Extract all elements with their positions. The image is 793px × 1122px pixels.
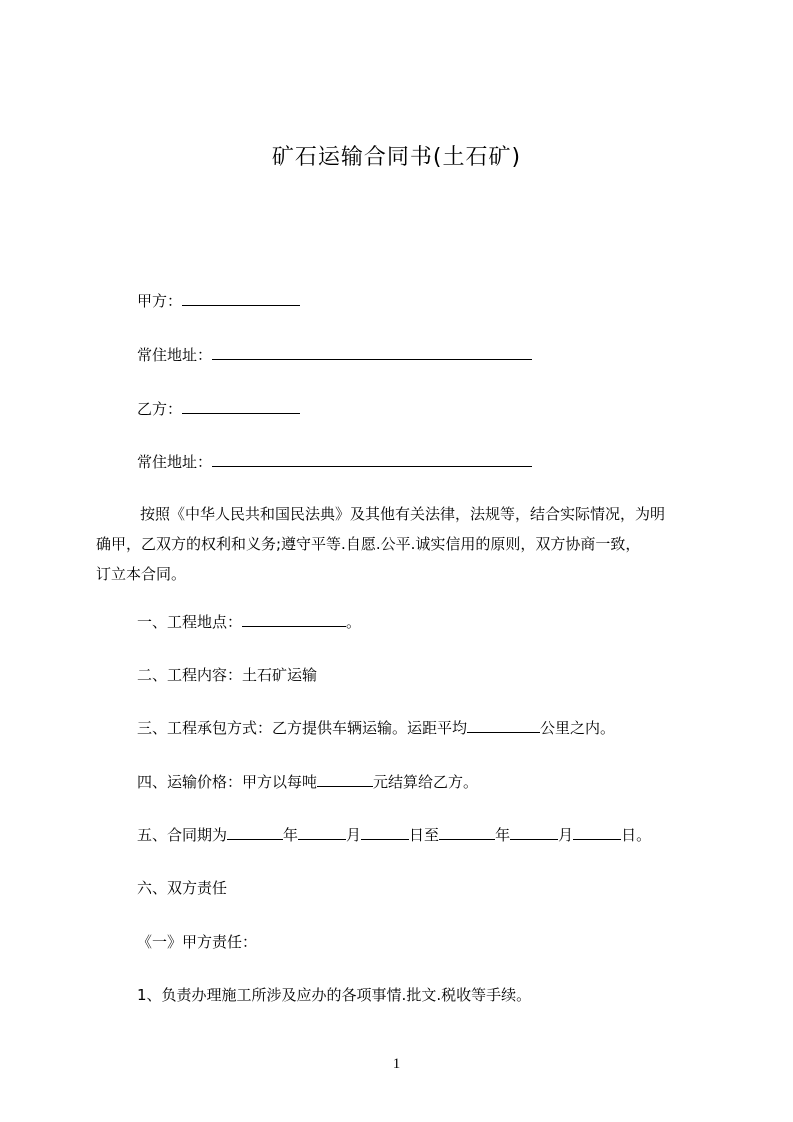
preamble-paragraph xyxy=(96,499,708,589)
start-year-blank xyxy=(227,825,283,840)
start-month-blank xyxy=(298,825,346,840)
clause-3-prefix: 三、工程承包方式：乙方提供车辆运输。运距平均 xyxy=(137,719,468,737)
party-a-line xyxy=(137,291,300,311)
party-b-address-blank xyxy=(212,452,532,467)
end-day-blank xyxy=(573,825,621,840)
party-a-address-line xyxy=(137,345,532,365)
preamble-line-2: 确甲，乙双方的权利和义务;遵守平等.自愿.公平.诚实信用的原则，双方协商一致， xyxy=(96,535,641,553)
clause-4 xyxy=(137,772,478,792)
party-b-blank xyxy=(182,399,300,414)
document-title: 矿石运输合同书(土石矿) xyxy=(271,145,522,170)
page-number: 1 xyxy=(392,1056,401,1072)
clause-1-label: 一、工程地点： xyxy=(137,613,243,631)
end-year-blank xyxy=(439,825,495,840)
clause-3-suffix: 公里之内。 xyxy=(540,719,616,737)
clause-1-end: 。 xyxy=(346,613,362,631)
party-b-line xyxy=(137,399,300,419)
clause-6: 六、双方责任 xyxy=(137,879,228,897)
end-month-label: 月 xyxy=(558,826,574,844)
party-a-label: 甲方： xyxy=(137,292,183,310)
clause-3 xyxy=(137,718,615,738)
end-month-blank xyxy=(510,825,558,840)
clause-5-prefix: 五、合同期为 xyxy=(137,826,228,844)
day-to-label: 日至 xyxy=(409,826,440,844)
party-b-label: 乙方： xyxy=(137,400,183,418)
party-a-blank xyxy=(182,291,300,306)
clause-3-blank xyxy=(467,718,540,733)
clause-5 xyxy=(137,825,651,845)
clause-2: 二、工程内容：土石矿运输 xyxy=(137,666,318,684)
end-day-label: 日。 xyxy=(621,826,652,844)
clause-4-prefix: 四、运输价格：甲方以每吨 xyxy=(137,773,318,791)
end-year-label: 年 xyxy=(495,826,511,844)
party-b-address-line xyxy=(137,452,532,472)
party-a-address-blank xyxy=(212,345,532,360)
item-1: 1、负责办理施工所涉及应办的各项事情.批文.税收等手续。 xyxy=(137,986,532,1004)
start-month-label: 月 xyxy=(346,826,362,844)
start-day-blank xyxy=(361,825,409,840)
party-b-address-label: 常住地址： xyxy=(137,453,213,471)
start-year-label: 年 xyxy=(283,826,299,844)
clause-1-blank xyxy=(242,612,346,627)
preamble-line-3: 订立本合同。 xyxy=(96,565,187,583)
clause-1 xyxy=(137,612,361,632)
preamble-line-1: 按照《中华人民共和国民法典》及其他有关法律，法规等，结合实际情况，为明 xyxy=(140,505,666,523)
clause-4-suffix: 元结算给乙方。 xyxy=(373,773,479,791)
party-a-address-label: 常住地址： xyxy=(137,346,213,364)
sub-heading-party-a: 《一》甲方责任： xyxy=(137,933,258,951)
clause-4-blank xyxy=(317,772,373,787)
